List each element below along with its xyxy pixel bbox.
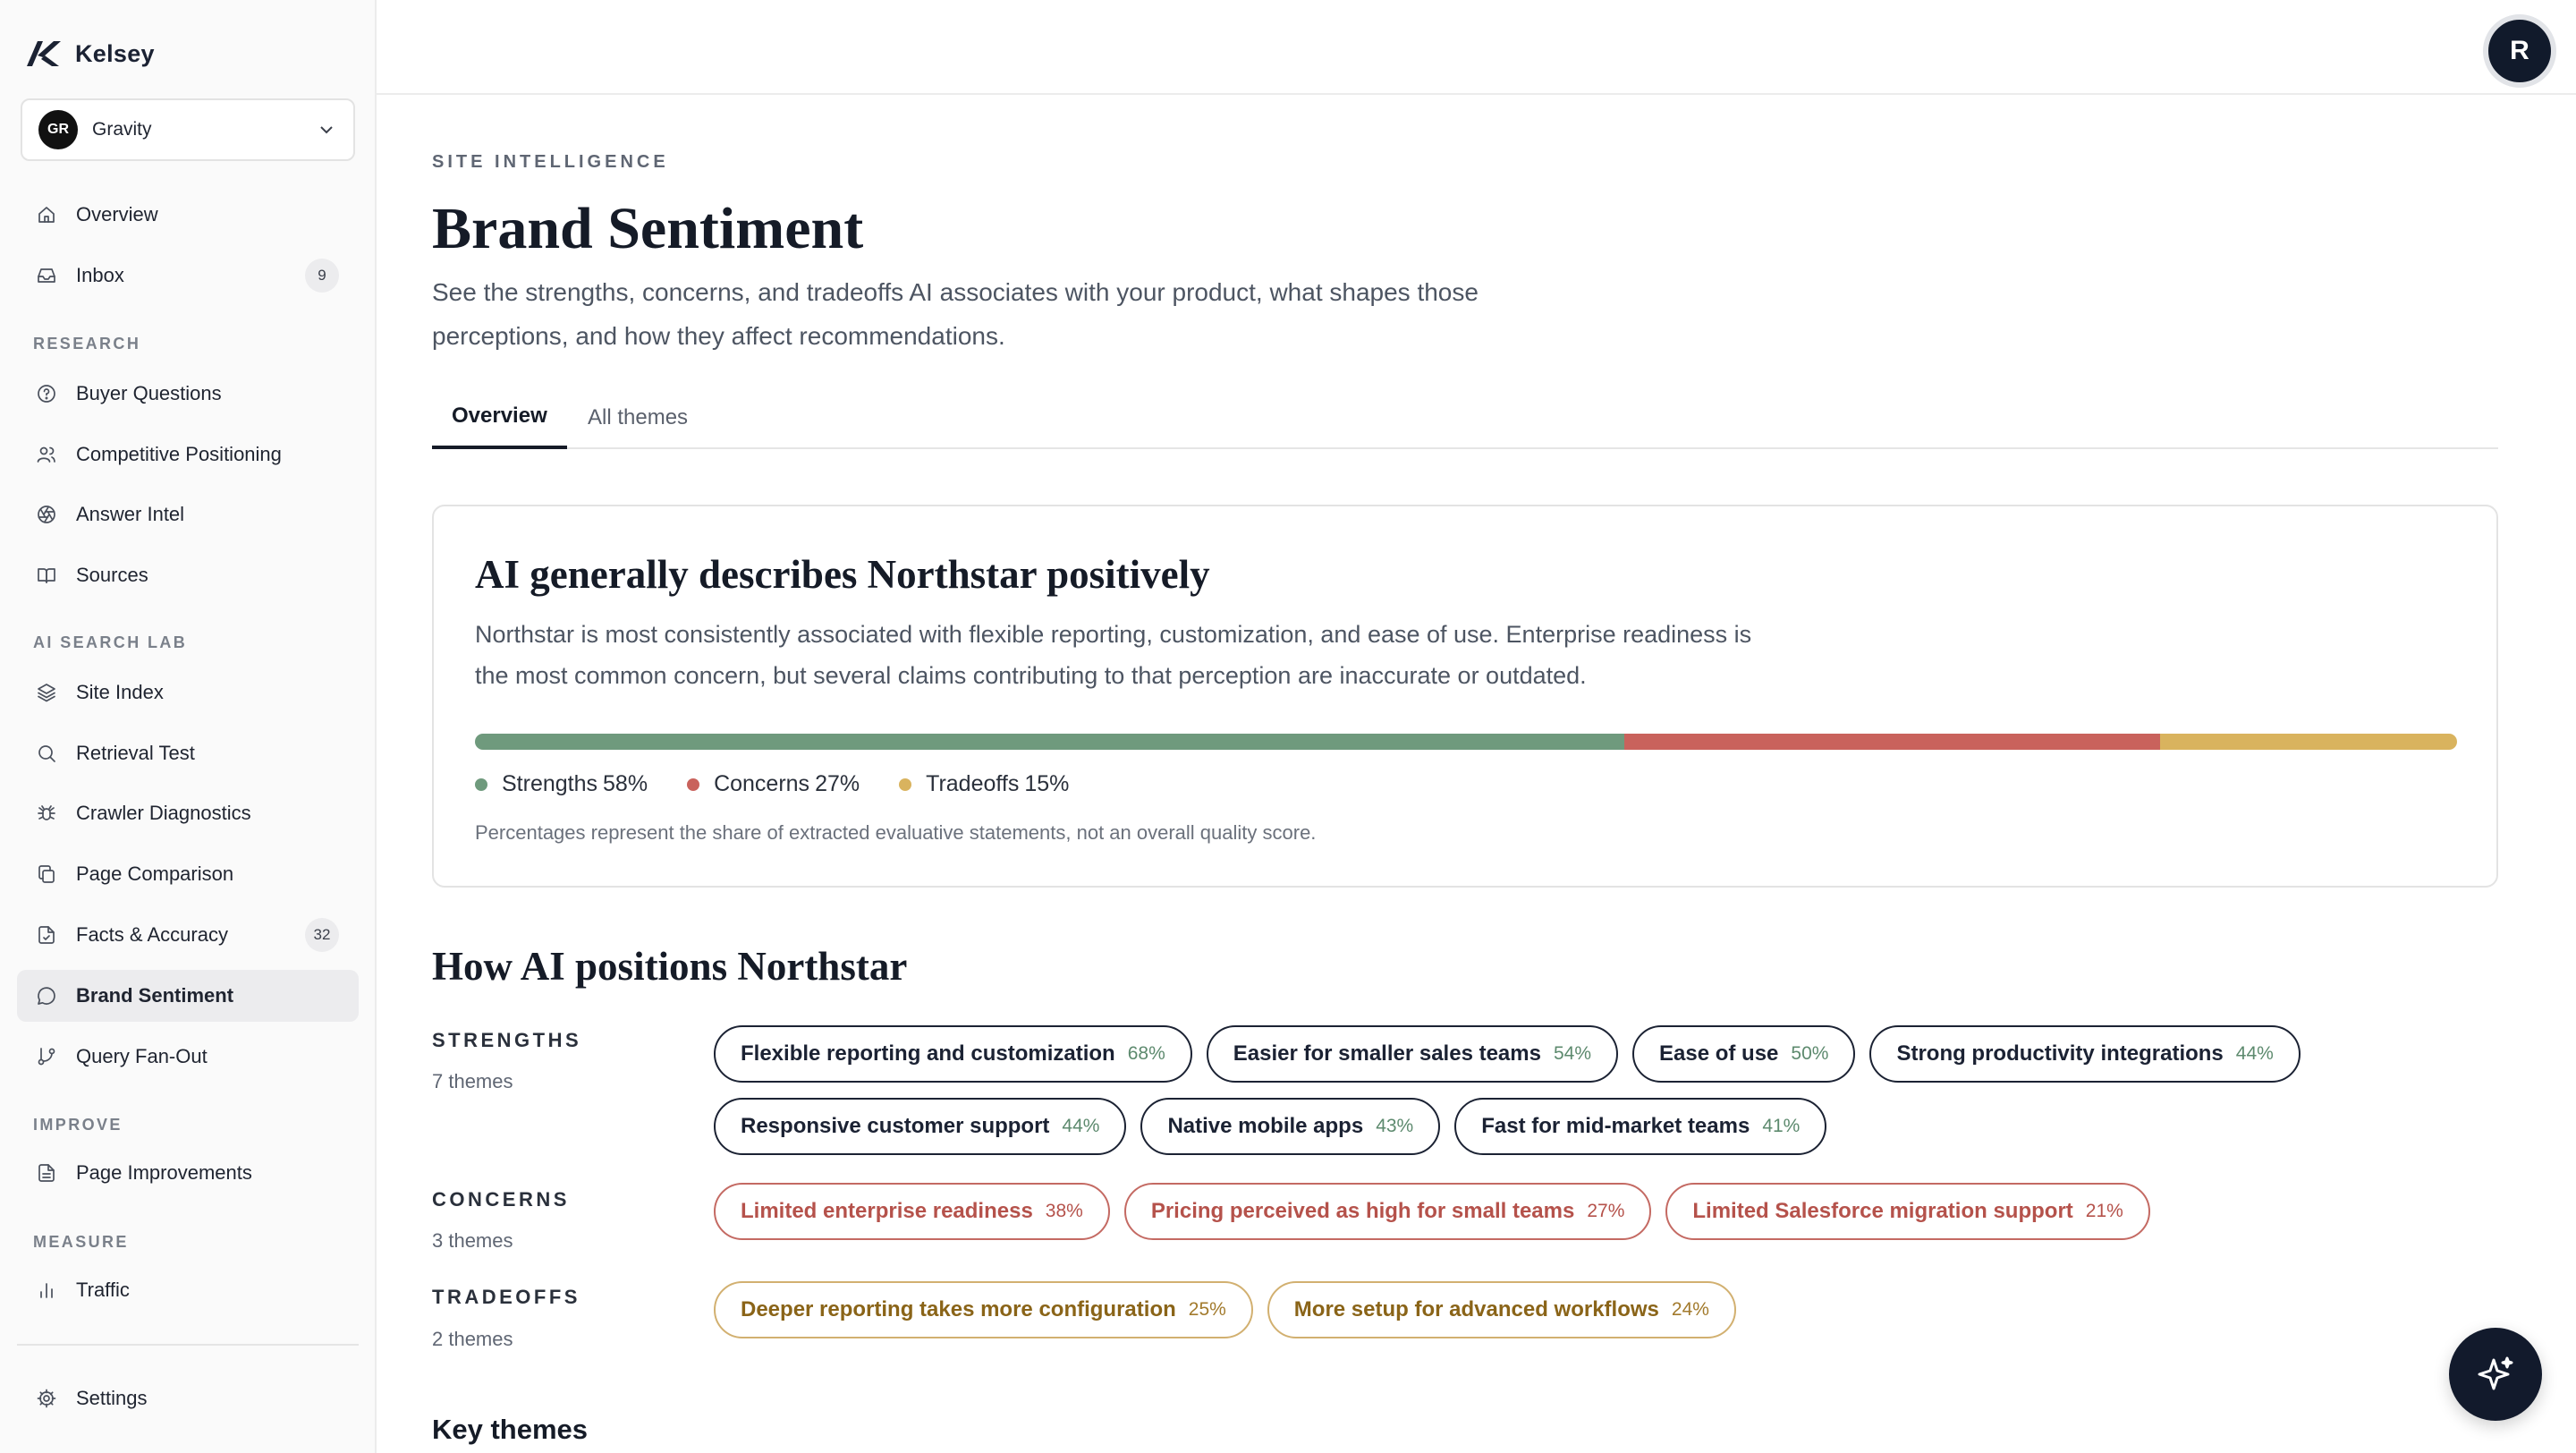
legend-dot — [475, 778, 487, 791]
tab-bar — [432, 387, 2498, 449]
theme-chip-percent: 27% — [1587, 1201, 1625, 1221]
theme-chip[interactable] — [1267, 1281, 1736, 1338]
theme-chip-label: Responsive customer support — [741, 1114, 1050, 1138]
sidebar-item-retrieval-test[interactable] — [17, 727, 359, 779]
theme-chip[interactable] — [1124, 1183, 1652, 1240]
summary-description: Northstar is most consistently associated with flexible reporting, customization, and ease of use. Enterprise readiness is the most common concern, but several claims contributing to that perception are inaccurate or outdated. — [475, 621, 1752, 689]
group-label-tradeoffs: TRADEOFFS — [432, 1286, 580, 1308]
bar-segment-tradeoffs — [2160, 734, 2457, 750]
theme-chip-row — [714, 1025, 2301, 1083]
group-label-concerns: CONCERNS — [432, 1188, 570, 1211]
sidebar-item-label: Retrieval Test — [76, 742, 195, 764]
sidebar-item-label: Traffic — [76, 1279, 130, 1301]
sidebar-item-label: Site Index — [76, 681, 164, 703]
theme-chip-row — [714, 1183, 2150, 1240]
theme-chip-label: Limited Salesforce migration support — [1692, 1199, 2073, 1223]
theme-chip-percent: 41% — [1762, 1116, 1801, 1136]
copy-icon — [35, 862, 58, 886]
theme-chip-label: Ease of use — [1659, 1041, 1779, 1066]
theme-chip-percent: 44% — [1062, 1116, 1100, 1136]
book-open-icon — [35, 564, 58, 587]
sentiment-breakdown-bar — [475, 734, 2457, 750]
ai-assistant-button[interactable] — [2449, 1328, 2542, 1421]
group-count: 2 themes — [432, 1328, 513, 1350]
legend-label: Strengths — [502, 771, 598, 796]
workspace-switcher[interactable] — [21, 98, 355, 161]
legend-dot — [899, 778, 911, 791]
theme-chip-label: More setup for advanced workflows — [1293, 1297, 1659, 1321]
theme-chip[interactable] — [714, 1025, 1192, 1083]
app-logo[interactable] — [25, 39, 155, 68]
theme-chip[interactable] — [1140, 1098, 1440, 1155]
file-text-icon — [35, 1161, 58, 1185]
theme-chip-row — [714, 1098, 1826, 1155]
group-count: 3 themes — [432, 1229, 513, 1252]
theme-chip-label: Flexible reporting and customization — [741, 1041, 1115, 1066]
summary-note: Percentages represent the share of extracted evaluative statements, not an overall quality score. — [475, 821, 1317, 844]
group-label-strengths: STRENGTHS — [432, 1029, 582, 1051]
sparkle-icon — [2474, 1353, 2517, 1396]
bar-segment-strengths — [475, 734, 1624, 750]
legend-dot — [687, 778, 699, 791]
sentiment-legend — [475, 771, 1069, 797]
legend-item-concerns — [687, 771, 860, 797]
bar-segment-concerns — [1624, 734, 2159, 750]
sidebar-divider — [17, 1344, 359, 1346]
theme-chip[interactable] — [714, 1183, 1110, 1240]
page-title: Brand Sentiment — [432, 196, 864, 261]
sidebar-item-settings[interactable] — [17, 1372, 359, 1424]
sidebar-item-label: Query Fan-Out — [76, 1045, 208, 1067]
topbar — [377, 0, 2576, 95]
sidebar-item-label: Facts & Accuracy — [76, 923, 228, 946]
sidebar-item-facts-accuracy[interactable] — [17, 909, 359, 961]
sidebar-section-title: IMPROVE — [33, 1116, 123, 1134]
sidebar-section-title: AI SEARCH LAB — [33, 633, 188, 651]
home-icon — [35, 203, 58, 226]
legend-item-tradeoffs — [899, 771, 1069, 797]
theme-chip-label: Strong productivity integrations — [1896, 1041, 2224, 1066]
sidebar-item-label: Settings — [76, 1387, 148, 1409]
sidebar-item-traffic[interactable] — [17, 1264, 359, 1316]
theme-chip-percent: 21% — [2085, 1201, 2123, 1221]
sidebar-item-label: Sources — [76, 564, 148, 586]
group-count: 7 themes — [432, 1070, 513, 1092]
theme-chip-percent: 25% — [1188, 1299, 1226, 1320]
sidebar-item-inbox[interactable] — [17, 250, 359, 302]
sidebar-item-label: Brand Sentiment — [76, 984, 234, 1007]
git-branch-icon — [35, 1045, 58, 1068]
sidebar-item-query-fan-out[interactable] — [17, 1031, 359, 1083]
theme-chip-label: Limited enterprise readiness — [741, 1199, 1033, 1223]
sidebar-item-label: Page Comparison — [76, 862, 234, 885]
legend-label: Tradeoffs — [926, 771, 1020, 796]
gear-icon — [35, 1387, 58, 1410]
sidebar-item-label: Overview — [76, 203, 158, 225]
message-circle-icon — [35, 984, 58, 1007]
kelsey-logo-icon — [25, 39, 63, 68]
layers-icon — [35, 681, 58, 704]
theme-chip-label: Easier for smaller sales teams — [1233, 1041, 1541, 1066]
sidebar-item-label: Inbox — [76, 264, 124, 286]
bar-chart-icon — [35, 1279, 58, 1302]
app-name: Kelsey — [75, 39, 155, 67]
theme-chip[interactable] — [1632, 1025, 1855, 1083]
theme-chip-label: Pricing perceived as high for small teams — [1150, 1199, 1575, 1223]
theme-chip-percent: 68% — [1127, 1043, 1165, 1064]
theme-chip[interactable] — [714, 1098, 1126, 1155]
sentiment-summary-card — [432, 505, 2498, 888]
sidebar-item-label: Crawler Diagnostics — [76, 802, 251, 824]
users-icon — [35, 443, 58, 466]
sidebar-item-label: Page Improvements — [76, 1161, 252, 1184]
theme-chip[interactable] — [1665, 1183, 2149, 1240]
theme-chip-percent: 54% — [1553, 1043, 1591, 1064]
sidebar — [0, 0, 377, 1453]
sidebar-item-crawler-diagnostics[interactable] — [17, 787, 359, 839]
count-badge: 9 — [305, 259, 339, 293]
sidebar-item-overview[interactable] — [17, 189, 359, 241]
aperture-icon — [35, 503, 58, 526]
sidebar-item-answer-intel[interactable] — [17, 489, 359, 540]
sidebar-section-title: RESEARCH — [33, 335, 141, 353]
theme-chip[interactable] — [714, 1281, 1253, 1338]
workspace-name: Gravity — [92, 119, 152, 140]
sidebar-item-label: Competitive Positioning — [76, 443, 282, 465]
summary-title: AI generally describes Northstar positively — [475, 552, 1210, 597]
theme-chip-percent: 24% — [1671, 1299, 1709, 1320]
theme-chip-label: Native mobile apps — [1167, 1114, 1364, 1138]
user-avatar[interactable]: R — [2483, 14, 2556, 88]
page-description: See the strengths, concerns, and tradeoffs AI associates with your product, what shapes those perceptions, and how they affect recommendations. — [432, 278, 1479, 350]
legend-percent: 58% — [603, 771, 648, 796]
legend-percent: 15% — [1024, 771, 1070, 796]
sidebar-item-site-index[interactable] — [17, 667, 359, 718]
sidebar-item-competitive-positioning[interactable] — [17, 429, 359, 480]
theme-chip-percent: 38% — [1045, 1201, 1083, 1221]
legend-label: Concerns — [714, 771, 810, 796]
tab-overview[interactable]: Overview — [432, 387, 567, 449]
sidebar-item-label: Answer Intel — [76, 503, 185, 525]
sidebar-item-sources[interactable] — [17, 549, 359, 601]
sidebar-item-brand-sentiment[interactable] — [17, 970, 359, 1022]
search-icon — [35, 742, 58, 765]
tab-all-themes[interactable]: All themes — [588, 405, 689, 429]
theme-chip-percent: 50% — [1791, 1043, 1829, 1064]
question-circle-icon — [35, 382, 58, 405]
theme-chip[interactable] — [1454, 1098, 1826, 1155]
sidebar-item-page-comparison[interactable] — [17, 848, 359, 900]
bug-icon — [35, 802, 58, 825]
legend-item-strengths — [475, 771, 648, 797]
theme-chip-label: Deeper reporting takes more configuration — [741, 1297, 1176, 1321]
workspace-avatar: GR — [38, 110, 78, 149]
sidebar-item-page-improvements[interactable] — [17, 1147, 359, 1199]
inbox-icon — [35, 264, 58, 287]
file-check-icon — [35, 923, 58, 947]
legend-percent: 27% — [815, 771, 860, 796]
theme-chip-label: Fast for mid-market teams — [1481, 1114, 1750, 1138]
positioning-title: How AI positions Northstar — [432, 944, 908, 989]
sidebar-item-buyer-questions[interactable] — [17, 368, 359, 420]
sidebar-item-label: Buyer Questions — [76, 382, 222, 404]
theme-chip-row — [714, 1281, 1736, 1338]
theme-chip-percent: 44% — [2235, 1043, 2274, 1064]
theme-chip[interactable] — [1869, 1025, 2300, 1083]
theme-chip-percent: 43% — [1376, 1116, 1414, 1136]
chevron-down-icon — [316, 119, 337, 140]
sidebar-section-title: MEASURE — [33, 1233, 129, 1251]
page-eyebrow: SITE INTELLIGENCE — [432, 152, 669, 172]
theme-chip[interactable] — [1207, 1025, 1618, 1083]
count-badge: 32 — [305, 918, 339, 952]
key-themes-title: Key themes — [432, 1414, 589, 1445]
